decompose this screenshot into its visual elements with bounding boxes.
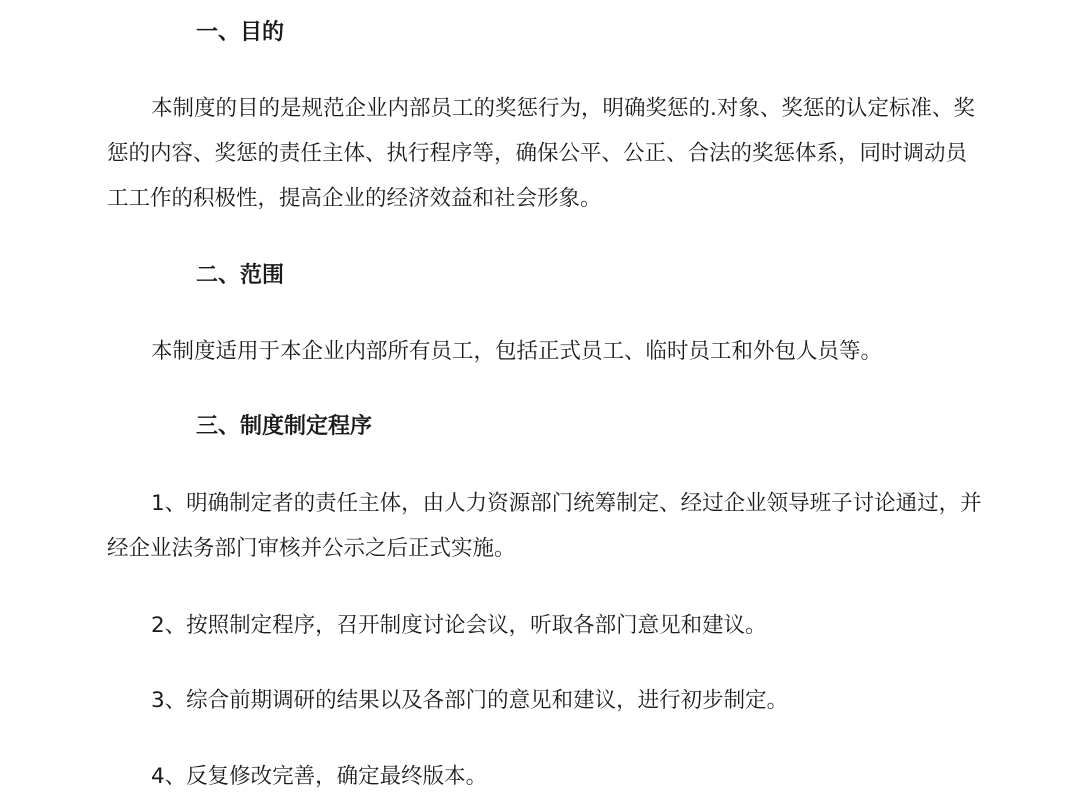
paragraph-procedure-step-2: 2、按照制定程序，召开制度讨论会议，听取各部门意见和建议。 — [151, 613, 767, 638]
section-heading-purpose: 一、目的 — [196, 20, 285, 45]
section-heading-scope: 二、范围 — [196, 263, 285, 288]
paragraph-scope: 本制度适用于本企业内部所有员工，包括正式员工、临时员工和外包人员等。 — [151, 339, 883, 364]
paragraph-procedure-step-3: 3、综合前期调研的结果以及各部门的意见和建议，进行初步制定。 — [151, 688, 789, 713]
section-heading-procedure: 三、制度制定程序 — [196, 414, 373, 439]
paragraph-purpose: 本制度的目的是规范企业内部员工的奖惩行为，明确奖惩的.对象、奖惩的认定标准、奖惩的内容、奖惩的责任主体、执行程序等，确保公平、公正、合法的奖惩体系，同时调动员工工作的积极性，提高企业的经济效益和社会形象。 — [107, 96, 975, 211]
paragraph-procedure-step-4: 4、反复修改完善，确定最终版本。 — [151, 764, 488, 789]
paragraph-procedure-step-1: 1、明确制定者的责任主体，由人力资源部门统筹制定、经过企业领导班子讨论通过，并经企业法务部门审核并公示之后正式实施。 — [107, 491, 982, 561]
